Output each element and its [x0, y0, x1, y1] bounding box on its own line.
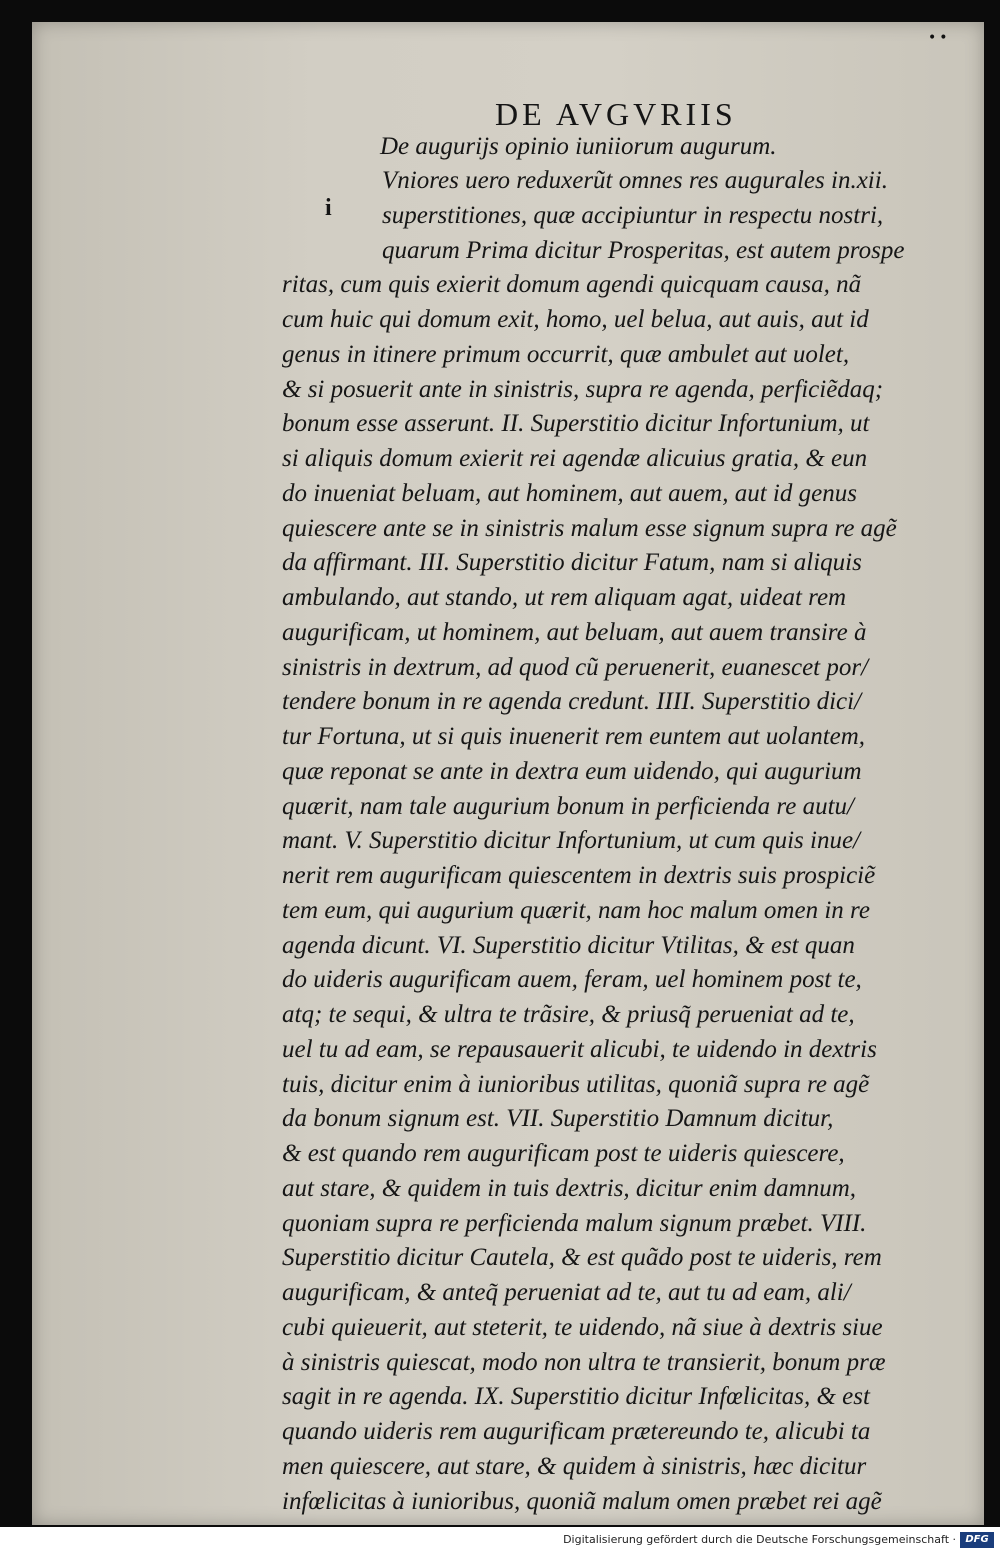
text-line: superstitiones, quæ accipiuntur in respectu nostri,	[382, 201, 884, 229]
text-line: tem eum, qui augurium quærit, nam hoc malum omen in re	[282, 896, 870, 924]
text-line: quarum Prima dicitur Prosperitas, est autem prospe	[382, 236, 905, 264]
text-line: agenda dicunt. VI. Superstitio dicitur Vtilitas, & est quan	[282, 931, 855, 959]
text-line: cum huic qui domum exit, homo, uel belua, aut auis, aut id	[282, 306, 869, 333]
section-title: De augurijs opinio iuniiorum augurum.	[380, 133, 777, 160]
text-line: quærit, nam tale augurium bonum in perficienda re autu/	[282, 792, 854, 820]
text-line: tur Fortuna, ut si quis inuenerit rem euntem aut uolantem,	[282, 723, 866, 750]
text-line: à sinistris quiescat, modo non ultra te transierit, bonum præ	[282, 1348, 886, 1376]
footer-bar	[0, 1527, 1000, 1555]
text-line: genus in itinere primum occurrit, quæ ambulet aut uolet,	[282, 340, 850, 368]
text-line: quæ reponat se ante in dextra eum uidendo, qui augurium	[282, 757, 862, 785]
text-line: quiescere ante se in sinistris malum esse signum supra re agẽ	[282, 514, 897, 542]
text-line: infœlicitas à iunioribus, quoniã malum omen præbet rei agẽ	[282, 1487, 882, 1515]
text-line: do uideris augurificam auem, feram, uel hominem post te,	[282, 966, 862, 994]
corner-dots: ••	[928, 30, 951, 46]
text-line: uel tu ad eam, se repausauerit alicubi, te uidendo in dextris	[282, 1035, 877, 1063]
text-line: do inueniat beluam, aut hominem, aut auem, aut id genus	[282, 479, 857, 507]
text-line: ritas, cum quis exierit domum agendi quicquam causa, nã	[282, 271, 862, 299]
footer-credit: Digitalisierung gefördert durch die Deutsche Forschungsgemeinschaft ·	[563, 1533, 956, 1546]
text-line: da bonum signum est. VII. Superstitio Damnum dicitur,	[282, 1105, 834, 1133]
running-header: DE AVGVRIIS	[495, 96, 737, 132]
text-line: & si posuerit ante in sinistris, supra re agenda, perficiẽdaq;	[282, 375, 884, 403]
text-line: tendere bonum in re agenda credunt. IIII. Superstitio dici/	[282, 688, 862, 716]
text-line: & est quando rem augurificam post te uideris quiescere,	[282, 1140, 845, 1167]
text-line: augurificam, ut hominem, aut beluam, aut auem transire à	[282, 618, 867, 646]
text-line: nerit rem augurificam quiescentem in dextris suis prospiciẽ	[282, 862, 876, 889]
text-line: augurificam, & anteq̃ perueniat ad te, aut tu ad eam, ali/	[282, 1279, 851, 1306]
text-line: quoniam supra re perficienda malum signum præbet. VIII.	[282, 1209, 867, 1237]
margin-marker: i	[325, 195, 332, 221]
text-line: tuis, dicitur enim à iunioribus utilitas, quoniã supra re agẽ	[282, 1070, 870, 1098]
text-line: cubi quieuerit, aut steterit, te uidendo, nã siue à dextris siue	[282, 1313, 883, 1341]
text-line: sinistris in dextrum, ad quod cũ peruenerit, euanescet por/	[282, 653, 869, 681]
text-line: ambulando, aut stando, ut rem aliquam agat, uideat rem	[282, 584, 847, 611]
text-line: da affirmant. III. Superstitio dicitur Fatum, nam si aliquis	[282, 549, 862, 577]
text-line: Superstitio dicitur Cautela, & est quãdo post te uideris, rem	[282, 1244, 882, 1272]
text-line: atq; te sequi, & ultra te trãsire, & priusq̃ perueniat ad te,	[282, 1001, 855, 1028]
text-line: si aliquis domum exierit rei agendæ alicuius gratia, & eun	[282, 445, 868, 472]
body-text	[282, 164, 932, 1519]
text-line: men quiescere, aut stare, & quidem à sinistris, hæc dicitur	[282, 1452, 867, 1480]
text-line: Vniores uero reduxerũt omnes res augurales in.xii.	[382, 167, 888, 194]
text-line: mant. V. Superstitio dicitur Infortunium, ut cum quis inue/	[282, 827, 861, 855]
dfg-logo-icon: DFG	[960, 1532, 994, 1548]
text-line: quando uideris rem augurificam prætereundo te, alicubi ta	[282, 1418, 871, 1445]
text-line: aut stare, & quidem in tuis dextris, dicitur enim damnum,	[282, 1174, 857, 1202]
text-line: bonum esse asserunt. II. Superstitio dicitur Infortunium, ut	[282, 410, 870, 438]
text-line: sagit in re agenda. IX. Superstitio dicitur Infœlicitas, & est	[282, 1383, 870, 1411]
